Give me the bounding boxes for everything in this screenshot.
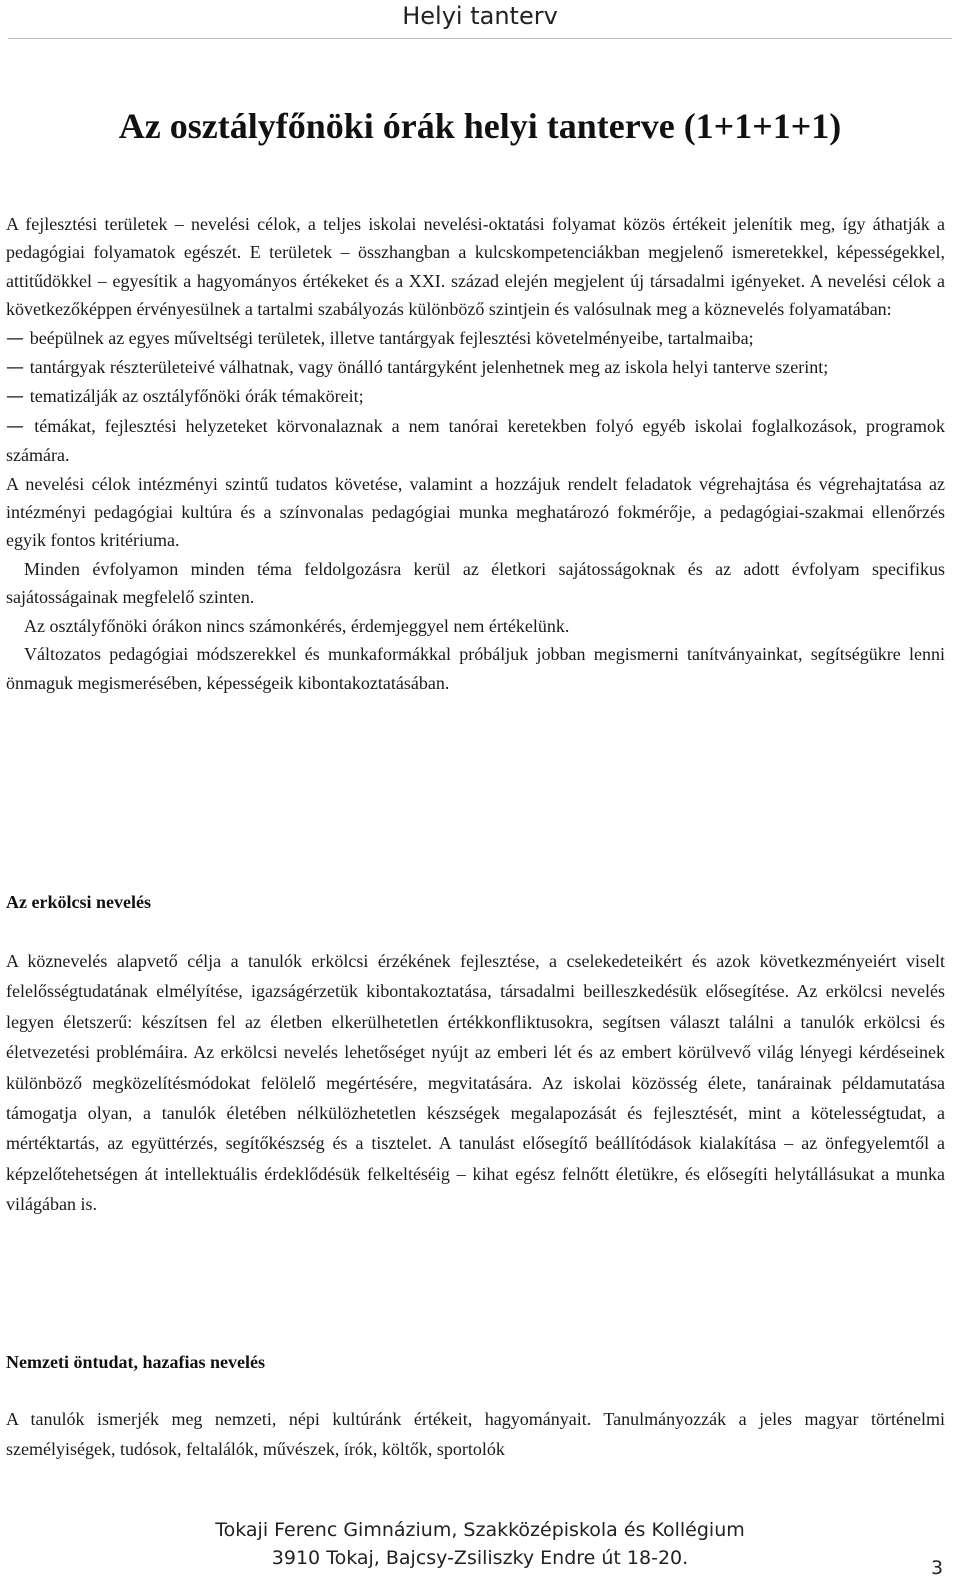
page-header: Helyi tanterv: [402, 2, 558, 30]
intro-paragraph: Változatos pedagógiai módszerekkel és munkaformákkal próbáljuk jobban megismerni tanítványainkat, segítségükre lenni önmaguk megismerésében, képességeik kibontakoztatásában.: [6, 644, 945, 693]
list-item: — tematizálják az osztályfőnöki órák témaköreit;: [6, 386, 364, 408]
intro-paragraph: Minden évfolyamon minden téma feldolgozásra kerül az életkori sajátosságoknak és az adott évfolyam specifikus sajátosságainak megfelelő szinten.: [6, 558, 945, 608]
list-item: — tantárgyak részterületeivé válhatnak, vagy önálló tantárgyként jelenhetnek meg az iskola helyi tanterve szerint;: [6, 357, 829, 379]
dash-bullet: —: [6, 357, 30, 379]
dash-bullet: —: [6, 415, 35, 437]
intro-paragraph: A fejlesztési területek – nevelési célok, a teljes iskolai nevelési-oktatási folyamat közös értékeit jelenítik meg, így áthatják a pedagógiai folyamatok egészét. E területek – összhangban a kulcskompetenciákban megjelenő ismeretekkel, képességekkel, attitűdökkel – egyesítik a hagyományos értékeket és a XXI. század elején megjelent új társadalmi igényeket. A nevelési célok a következőképpen érvényesülnek a tartalmi szabályozás különböző szintjein és valósulnak meg a köznevelés folyamatában:: [6, 214, 945, 320]
section-hazafias: [6, 1404, 945, 1465]
section-paragraph: A köznevelés alapvető célja a tanulók erkölcsi érzékének fejlesztése, a cselekedeteikért és azok következményeiért viselt felelősségtudatának elmélyítése, igazságérzetük kibontakoztatása, társadalmi beilleszkedésük elősegítése. Az erkölcsi nevelés legyen életszerű: készítsen fel az életben elkerülhetetlen értékkonfliktusokra, segítsen választ találni a tanulók erkölcsi és életvezetési problémáira. Az erkölcsi nevelés lehetőséget nyújt az emberi lét és az embert körülvevő világ lényegi kérdéseinek különböző megközelítésmódokat felölelő megértésére, megvitatására. Az iskolai közösség élete, tanárainak példamutatása támogatja olyan, a tanulók életében nélkülözhetetlen készségek megalapozását és fejlesztését, mint a kötelességtudat, a mértéktartás, az együttérzés, segítőkészség és a tisztelet. A tanulást elősegítő beállítódások kialakítása – az önfegyelemtől a képzelőtehetségen át intellektuális érdeklődésük felkeltéséig – kihat egész felnőtt életükre, és elősegíti helytállásukat a munka világában is.: [6, 951, 945, 1215]
intro-paragraph: Az osztályfőnöki órákon nincs számonkérés, érdemjeggyel nem értékelünk.: [24, 615, 570, 636]
page-title: Az osztályfőnöki órák helyi tanterve (1+1+1+1): [118, 106, 842, 146]
page-footer: [0, 1516, 960, 1572]
intro-paragraph: A nevelési célok intézményi szintű tudatos követése, valamint a hozzájuk rendelt feladatok végrehajtása és végrehajtatása az intézményi pedagógiai kultúra és a színvonalas pedagógiai munka meghatározó fokmérője, a pedagógiai-szakmai ellenőrzés egyik fontos kritériuma.: [6, 473, 945, 551]
section-erkolcsi: [6, 946, 945, 1220]
page-number: 3: [931, 1557, 944, 1579]
section-heading: Nemzeti öntudat, hazafias nevelés: [6, 1352, 265, 1372]
dash-bullet: —: [6, 327, 30, 349]
footer-school-name: Tokaji Ferenc Gimnázium, Szakközépiskola és Kollégium: [215, 1519, 745, 1541]
header-divider: [8, 38, 952, 39]
footer-address: 3910 Tokaj, Bajcsy-Zsiliszky Endre út 18-20.: [271, 1547, 689, 1569]
list-item: — témákat, fejlesztési helyzeteket körvonalaznak a nem tanórai keretekben folyó egyéb iskolai foglalkozások, programok számára.: [6, 415, 945, 466]
list-item: — beépülnek az egyes műveltségi területek, illetve tantárgyak fejlesztési követelményeibe, tartalmaiba;: [6, 327, 754, 349]
dash-bullet: —: [6, 386, 30, 408]
section-paragraph: A tanulók ismerjék meg nemzeti, népi kultúránk értékeit, hagyományait. Tanulmányozzák a jeles magyar történelmi személyiségek, tudósok, feltalálók, művészek, írók, költők, sportolók: [6, 1409, 945, 1460]
section-heading: Az erkölcsi nevelés: [6, 892, 151, 912]
intro-section: [6, 210, 945, 697]
